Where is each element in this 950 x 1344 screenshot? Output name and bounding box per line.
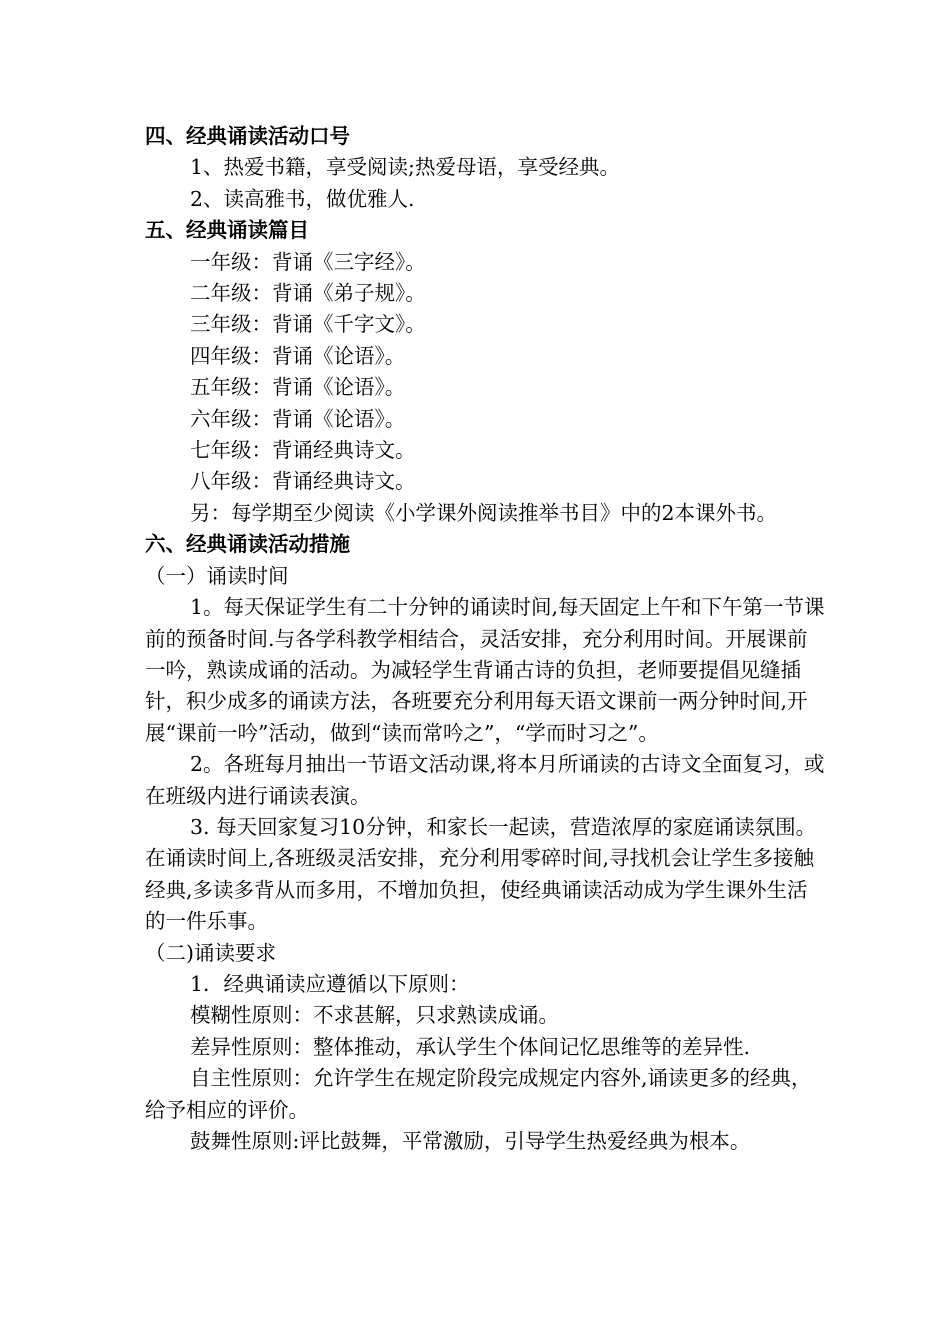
reading-item-grade-5: 五年级：背诵《论语》。 (190, 375, 406, 400)
requirement-line-3: 差异性原则：整体推动，承认学生个体间记忆思维等的差异性. (190, 1034, 751, 1059)
requirement-line-1: 1．经典诵读应遵循以下原则： (190, 971, 470, 996)
section-6-heading: 六、经典诵读活动措施 (145, 532, 350, 557)
reading-item-grade-3: 三年级：背诵《千字文》。 (190, 312, 426, 337)
reading-item-grade-4: 四年级：背诵《论语》。 (190, 343, 406, 368)
time-paragraph-1: 1。每天保证学生有二十分钟的诵读时间,每天固定上午和下午第一节课前的预备时间.与各学科教学相结合，灵活安排，充分利用时间。开展课前一吟，熟读成诵的活动。为减轻学生背诵古诗的负担，老师要提倡见缝插针，积少成多的诵读方法，各班要充分利用每天语文课前一两分钟时间,开展“课前一吟”活动，做到“读而常吟之”，“学而时习之”。 (145, 595, 825, 745)
subsection-1-title: （一）诵读时间 (145, 563, 289, 588)
slogan-2: 2、读高雅书，做优雅人. (190, 186, 415, 211)
subsection-2-title: （二)诵读要求 (145, 940, 276, 965)
slogan-1: 1、热爱书籍，享受阅读;热爱母语，享受经典。 (190, 155, 620, 180)
reading-item-grade-7: 七年级：背诵经典诗文。 (190, 438, 416, 463)
requirement-paragraph-1: 自主性原则：允许学生在规定阶段完成规定内容外,诵读更多的经典，给予相应的评价。 (145, 1066, 812, 1122)
reading-item-grade-2: 二年级：背诵《弟子规》。 (190, 281, 426, 306)
requirement-line-2: 模糊性原则：不求甚解，只求熟读成诵。 (190, 1003, 559, 1028)
reading-item-grade-8: 八年级：背诵经典诗文。 (190, 469, 416, 494)
section-4-heading: 四、经典诵读活动口号 (145, 124, 350, 148)
section-5-heading: 五、经典诵读篇目 (145, 218, 309, 243)
reading-item-grade-6: 六年级：背诵《论语》。 (190, 406, 406, 431)
reading-item-note: 另：每学期至少阅读《小学课外阅读推举书目》中的2本课外书。 (190, 500, 778, 525)
reading-item-grade-1: 一年级：背诵《三字经》。 (190, 249, 426, 274)
document-body (145, 121, 825, 1157)
time-paragraph-2: 2。各班每月抽出一节语文活动课,将本月所诵读的古诗文全面复习，或在班级内进行诵读表演。 (145, 752, 825, 808)
time-paragraph-3: 3. 每天回家复习10分钟，和家长一起读，营造浓厚的家庭诵读氛围。在诵读时间上,各班级灵活安排，充分利用零碎时间,寻找机会让学生多接触经典,多读多背从而多用，不增加负担，使经典诵读活动成为学生课外生活的一件乐事。 (145, 814, 817, 934)
requirement-paragraph-2: 鼓舞性原则:评比鼓舞，平常激励，引导学生热爱经典为根本。 (190, 1129, 751, 1153)
